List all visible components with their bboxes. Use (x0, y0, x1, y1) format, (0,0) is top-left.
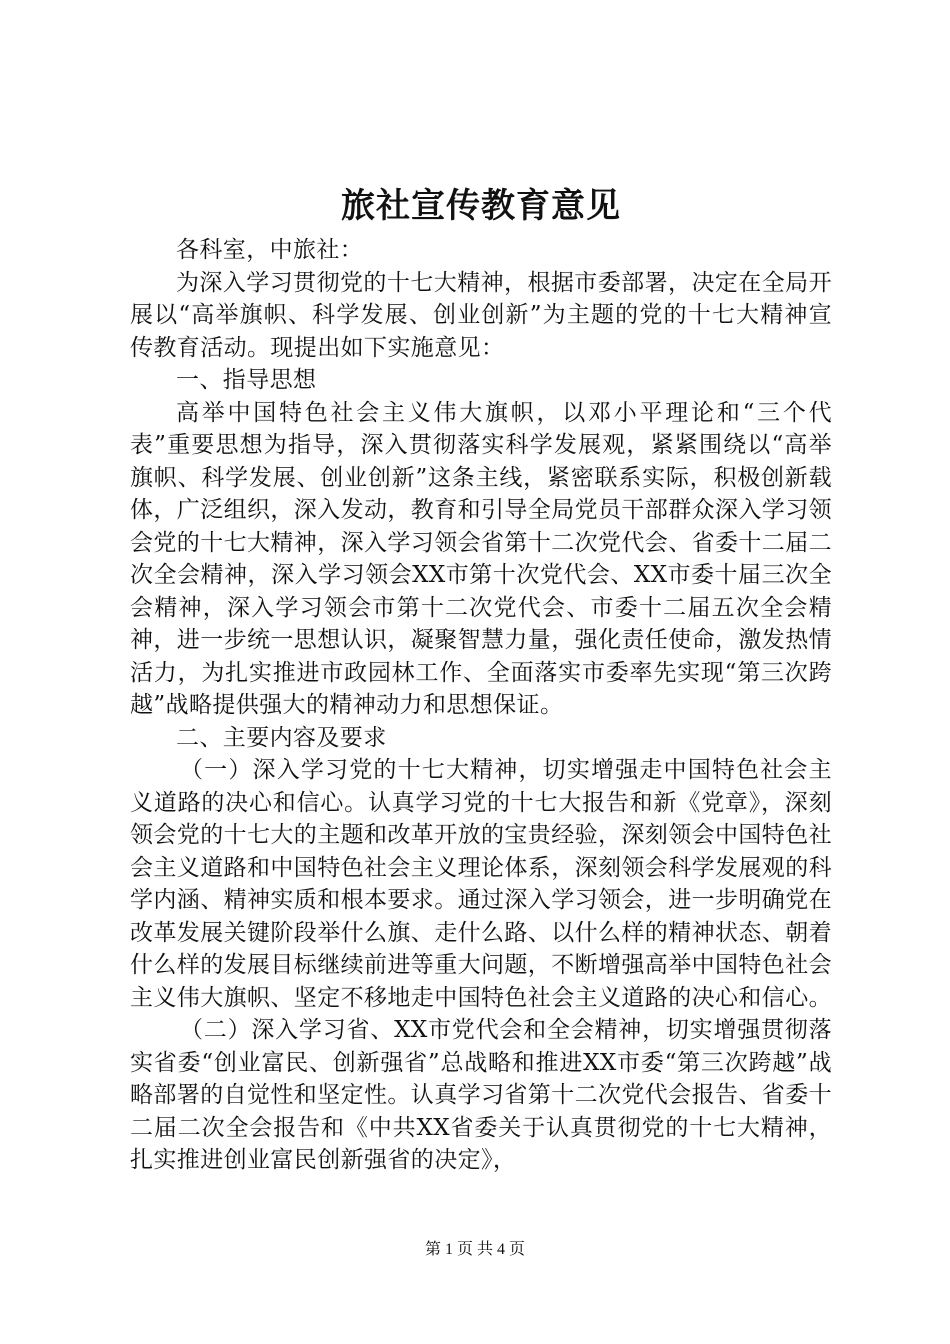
item-one-paragraph: （一）深入学习党的十七大精神，切实增强走中国特色社会主义道路的决心和信心。认真学习党的十七大报告和新《党章》，深刻领会党的十七大的主题和改革开放的宝贵经验，深刻领会中国特色社会主义道路和中国特色社会主义理论体系，深刻领会科学发展观的科学内涵、精神实质和根本要求。通过深入学习领会，进一步明确党在改革发展关键阶段举什么旗、走什么路、以什么样的精神状态、朝着什么样的发展目标继续前进等重大问题，不断增强高举中国特色社会主义伟大旗帜、坚定不移地走中国特色社会主义道路的决心和信心。 (130, 757, 832, 1011)
intro-paragraph: 为深入学习贯彻党的十七大精神，根据市委部署，决定在全局开展以“高举旗帜、科学发展、创业创新”为主题的党的十七大精神宣传教育活动。现提出如下实施意见： (130, 269, 832, 361)
section-heading-main-content: 二、主要内容及要求 (176, 724, 387, 751)
salutation: 各科室，中旅社： (176, 237, 364, 263)
page-number-footer: 第 1 页 共 4 页 (424, 1241, 525, 1258)
document-page (130, 178, 832, 1177)
section-heading-guiding-thought: 一、指导思想 (176, 367, 317, 393)
document-title: 旅社宣传教育意见 (341, 186, 621, 226)
item-two-paragraph: （二）深入学习省、XX市党代会和全会精神，切实增强贯彻落实省委“创业富民、创新强省”总战略和推进XX市委“第三次跨越”战略部署的自觉性和坚定性。认真学习省第十二次党代会报告、省委十二届二次全会报告和《中共XX省委关于认真贯彻党的十七大精神，扎实推进创业富民创新强省的决定》， (130, 1017, 832, 1173)
guiding-thought-paragraph: 高举中国特色社会主义伟大旗帜，以邓小平理论和“三个代表”重要思想为指导，深入贯彻落实科学发展观，紧紧围绕以“高举旗帜、科学发展、创业创新”这条主线，紧密联系实际，积极创新载体，广泛组织，深入发动，教育和引导全局党员干部群众深入学习领会党的十七大精神，深入学习领会省第十二次党代会、省委十二届二次全会精神，深入学习领会XX市第十次党代会、XX市委十届三次全会精神，深入学习领会市第十二次党代会、市委十二届五次全会精神，进一步统一思想认识，凝聚智慧力量，强化责任使命，激发热情活力，为扎实推进市政园林工作、全面落实市委率先实现“第三次跨越”战略提供强大的精神动力和思想保证。 (130, 399, 832, 718)
